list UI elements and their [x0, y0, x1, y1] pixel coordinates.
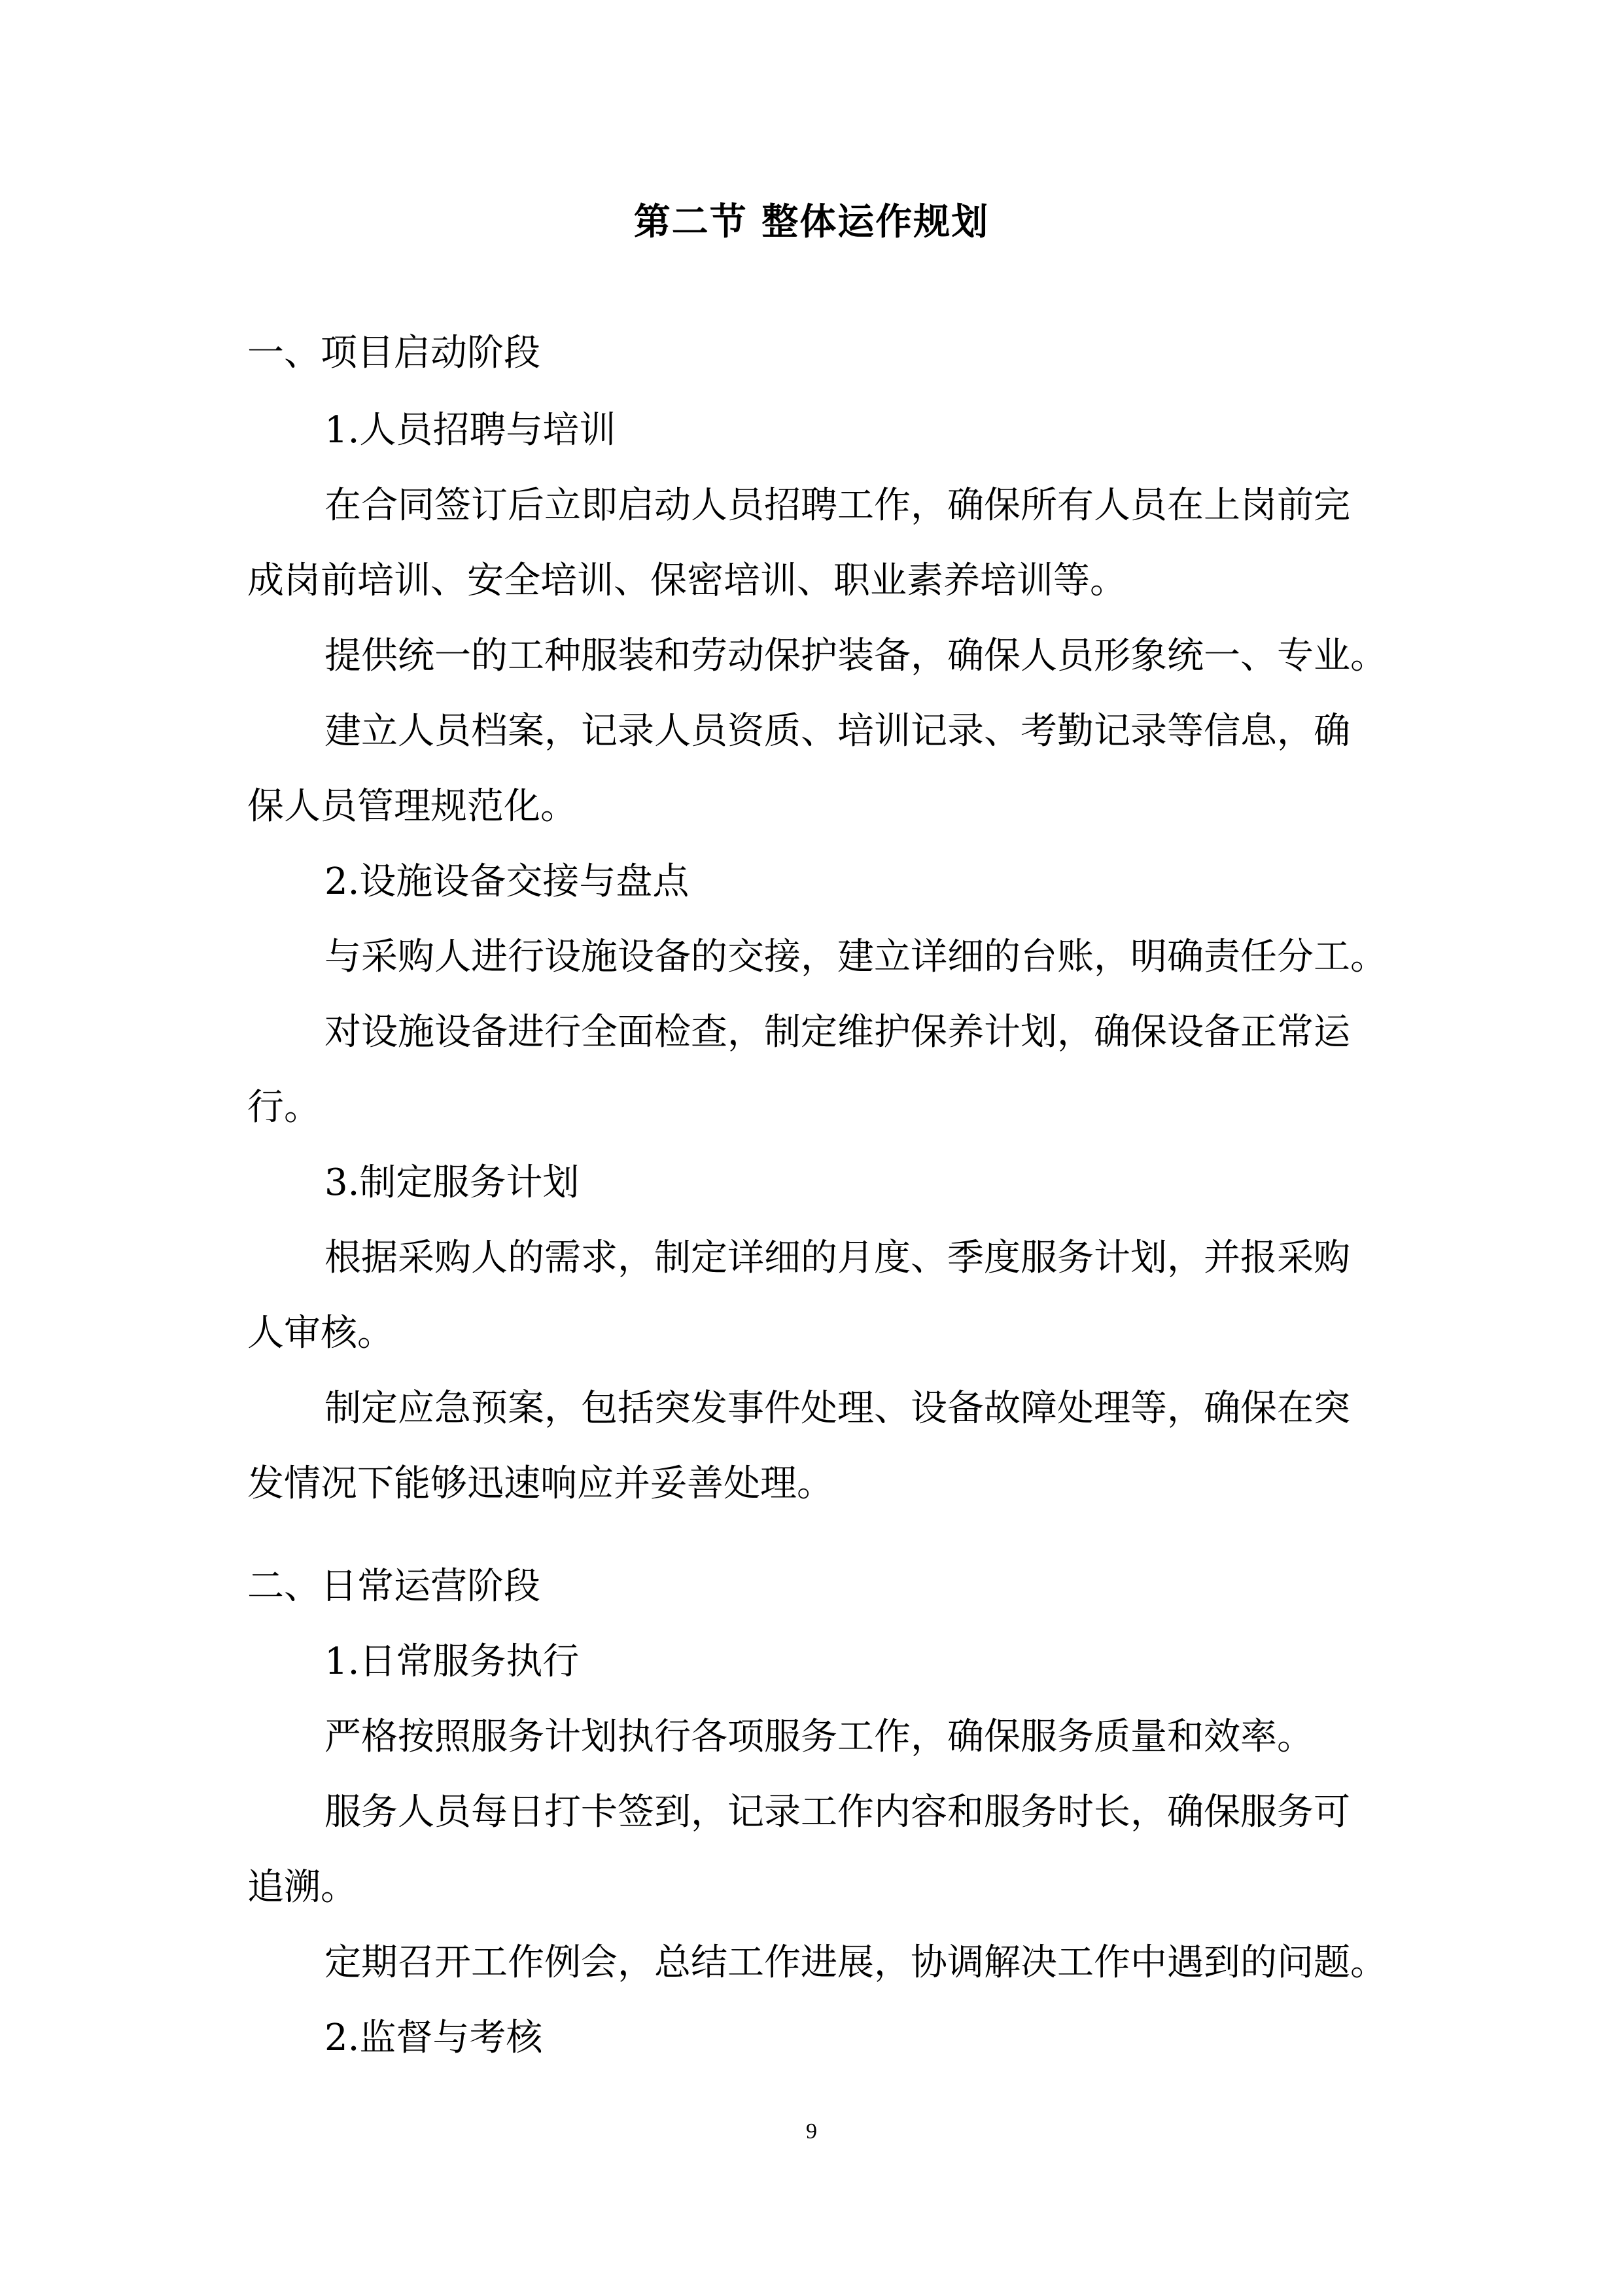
- paragraph-line: 提供统一的工种服装和劳动保护装备，确保人员形象统一、专业。: [324, 635, 1387, 677]
- paragraph-line: 追溯。: [247, 1866, 357, 1909]
- paragraph-line: 发情况下能够迅速响应并妥善处理。: [247, 1462, 833, 1505]
- subsection-heading: 3.制定服务计划: [324, 1161, 580, 1204]
- paragraph-line: 严格按照服务计划执行各项服务工作，确保服务质量和效率。: [324, 1716, 1314, 1758]
- paragraph-line: 保人员管理规范化。: [247, 785, 577, 828]
- subsection-heading: 2.监督与考核: [324, 2017, 543, 2059]
- paragraph-line: 行。: [247, 1086, 321, 1129]
- paragraph-line: 根据采购人的需求，制定详细的月度、季度服务计划，并报采购: [324, 1237, 1350, 1279]
- page-number: 9: [806, 2119, 817, 2144]
- paragraph-line: 对设施设备进行全面检查，制定维护保养计划，确保设备正常运: [324, 1011, 1350, 1053]
- paragraph-line: 制定应急预案，包括突发事件处理、设备故障处理等，确保在突: [324, 1387, 1350, 1430]
- section-heading: 二、日常运营阶段: [247, 1565, 540, 1608]
- paragraph-line: 在合同签订后立即启动人员招聘工作，确保所有人员在上岗前完: [324, 484, 1350, 527]
- paragraph-line: 建立人员档案，记录人员资质、培训记录、考勤记录等信息，确: [324, 710, 1350, 752]
- paragraph-line: 服务人员每日打卡签到，记录工作内容和服务时长，确保服务可: [324, 1791, 1350, 1833]
- subsection-heading: 1.人员招聘与培训: [324, 409, 616, 451]
- subsection-heading: 2.设施设备交接与盘点: [324, 860, 689, 903]
- paragraph-line: 与采购人进行设施设备的交接，建立详细的台账，明确责任分工。: [324, 936, 1387, 978]
- page-title: 第二节 整体运作规划: [633, 201, 990, 243]
- paragraph-line: 人审核。: [247, 1312, 394, 1354]
- subsection-heading: 1.日常服务执行: [324, 1640, 580, 1683]
- paragraph-line: 定期召开工作例会，总结工作进展，协调解决工作中遇到的问题。: [324, 1941, 1387, 1984]
- section-heading: 一、项目启动阶段: [247, 332, 540, 374]
- paragraph-line: 成岗前培训、安全培训、保密培训、职业素养培训等。: [247, 559, 1126, 602]
